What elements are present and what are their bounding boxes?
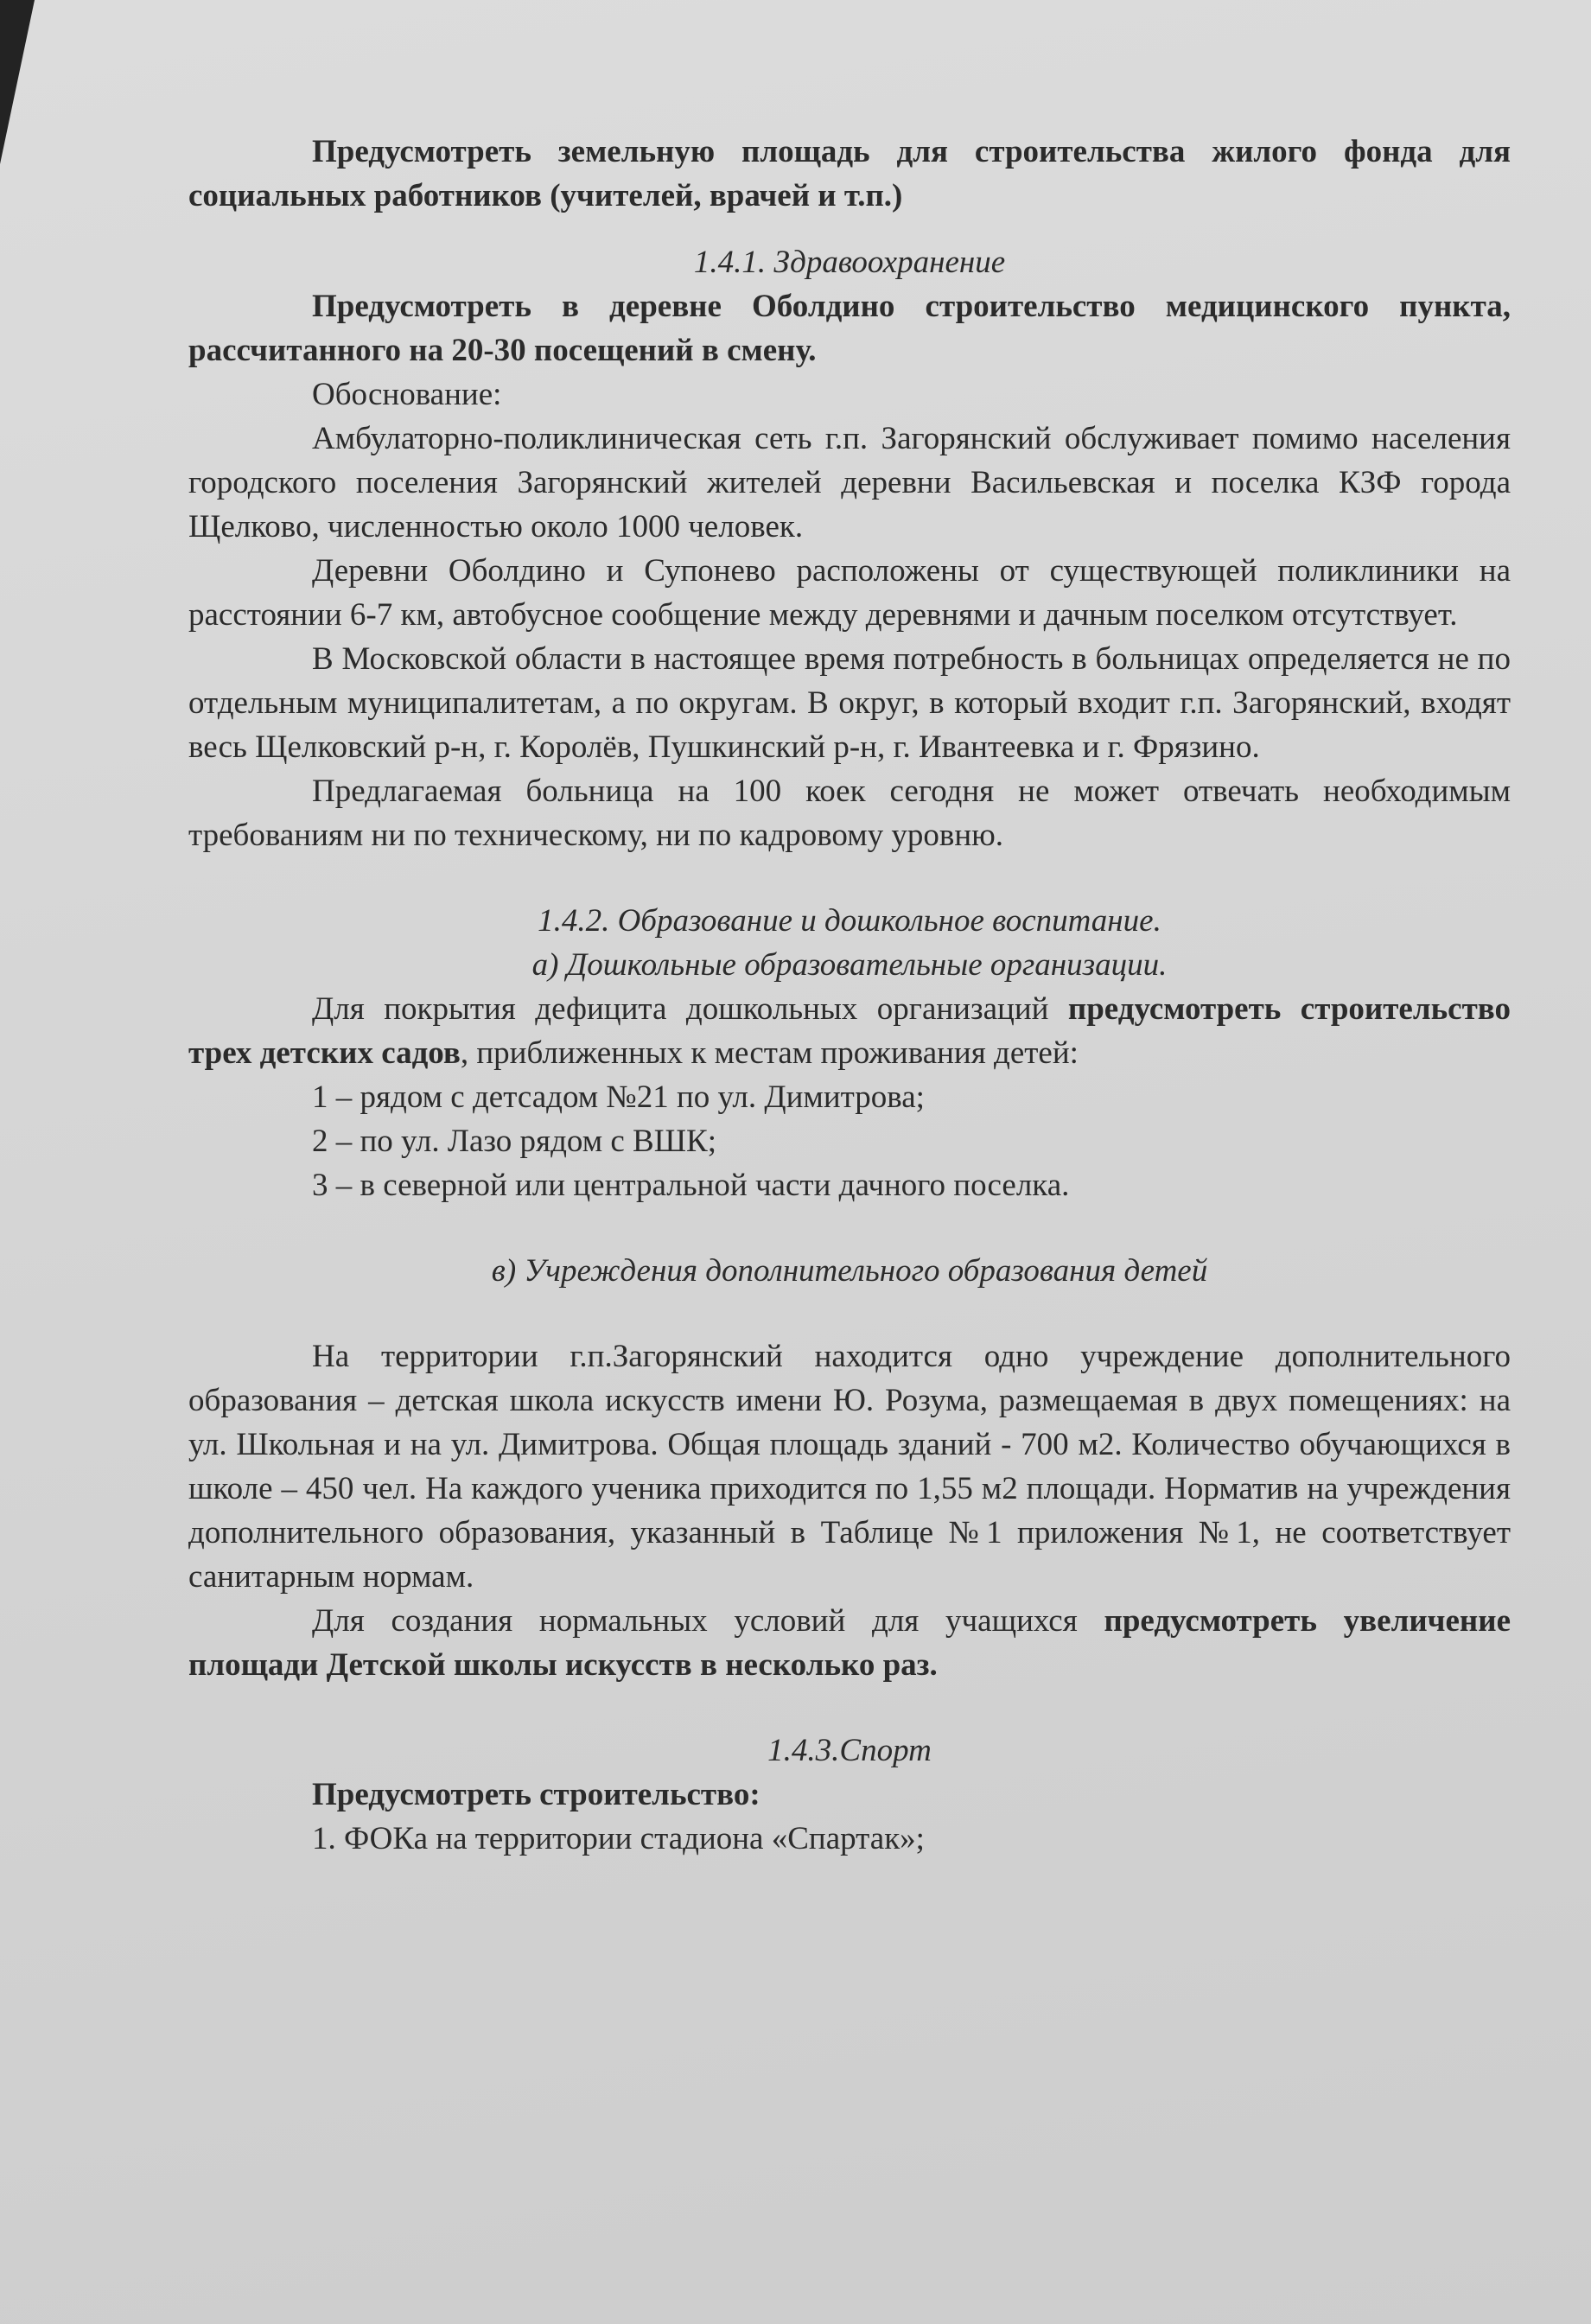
section-heading-sport: 1.4.3.Спорт <box>767 1733 932 1768</box>
preschool-paragraph <box>188 987 1511 1075</box>
additional-education-paragraph: На территории г.п.Загорянский находится одно учреждение дополнительного образования – детская школа искусств имени Ю. Розума, размещаемая в двух помещениях: на ул. Школьная и на ул. Димитрова. Общая площадь зданий - 700 м2. Количество обучающихся в школе – 450 чел. На каждого ученика приходится по 1,55 м2 площади. Норматив на учреждения дополнительного образования, указанный в Таблице №1 приложения №1, не соответствует санитарным нормам. <box>188 1339 1511 1595</box>
list-item: 2 – по ул. Лазо рядом с ВШК; <box>312 1124 716 1159</box>
art-school-text-start: Для создания нормальных условий для учащихся <box>312 1603 1104 1639</box>
preschool-text-bold: предусмотреть строительство трех детских садов <box>188 991 1511 1071</box>
subheading-additional-education: в) Учреждения дополнительного образования детей <box>491 1253 1208 1289</box>
list-item: 1 – рядом с детсадом №21 по ул. Димитрова; <box>312 1079 925 1115</box>
preschool-text-start: Для покрытия дефицита дошкольных организаций <box>312 991 1068 1027</box>
health-paragraph: Деревни Оболдино и Супонево расположены от существующей поликлиники на расстоянии 6-7 км, автобусное сообщение между деревнями и дачным поселком отсутствует. <box>188 553 1511 633</box>
background-corner <box>0 0 35 164</box>
health-proposal: Предусмотреть в деревне Оболдино строительство медицинского пункта, рассчитанного на 20-30 посещений в смену. <box>188 289 1511 368</box>
sport-lead: Предусмотреть строительство: <box>312 1777 760 1812</box>
health-paragraph: В Московской области в настоящее время потребность в больницах определяется не по отдельным муниципалитетам, а по округам. В округ, в который входит г.п. Загорянский, входят весь Щелковский р-н, г. Королёв, Пушкинский р-н, г. Ивантеевка и г. Фрязино. <box>188 641 1511 765</box>
intro-paragraph: Предусмотреть земельную площадь для строительства жилого фонда для социальных работников (учителей, врачей и т.п.) <box>188 134 1511 213</box>
sport-list-item: 1. ФОКа на территории стадиона «Спартак»; <box>312 1821 925 1856</box>
section-heading-health: 1.4.1. Здравоохранение <box>693 245 1006 280</box>
preschool-text-end: , приближенных к местам проживания детей: <box>460 1035 1079 1071</box>
list-item: 3 – в северной или центральной части дачного поселка. <box>312 1168 1070 1203</box>
art-school-paragraph <box>188 1599 1511 1687</box>
document-body <box>188 130 1511 1861</box>
subheading-preschool: а) Дошкольные образовательные организации. <box>531 947 1168 983</box>
health-paragraph: Предлагаемая больница на 100 коек сегодня не может отвечать необходимым требованиям ни по техническому, ни по кадровому уровню. <box>188 774 1511 853</box>
justification-label: Обоснование: <box>312 377 502 412</box>
health-paragraph: Амбулаторно-поликлиническая сеть г.п. Загорянский обслуживает помимо населения городского поселения Загорянский жителей деревни Васильевская и поселка КЗФ города Щелково, численностью около 1000 человек. <box>188 421 1511 544</box>
art-school-text-bold: предусмотреть увеличение площади Детской школы искусств в несколько раз. <box>188 1603 1511 1683</box>
section-heading-education: 1.4.2. Образование и дошкольное воспитание. <box>538 903 1161 939</box>
